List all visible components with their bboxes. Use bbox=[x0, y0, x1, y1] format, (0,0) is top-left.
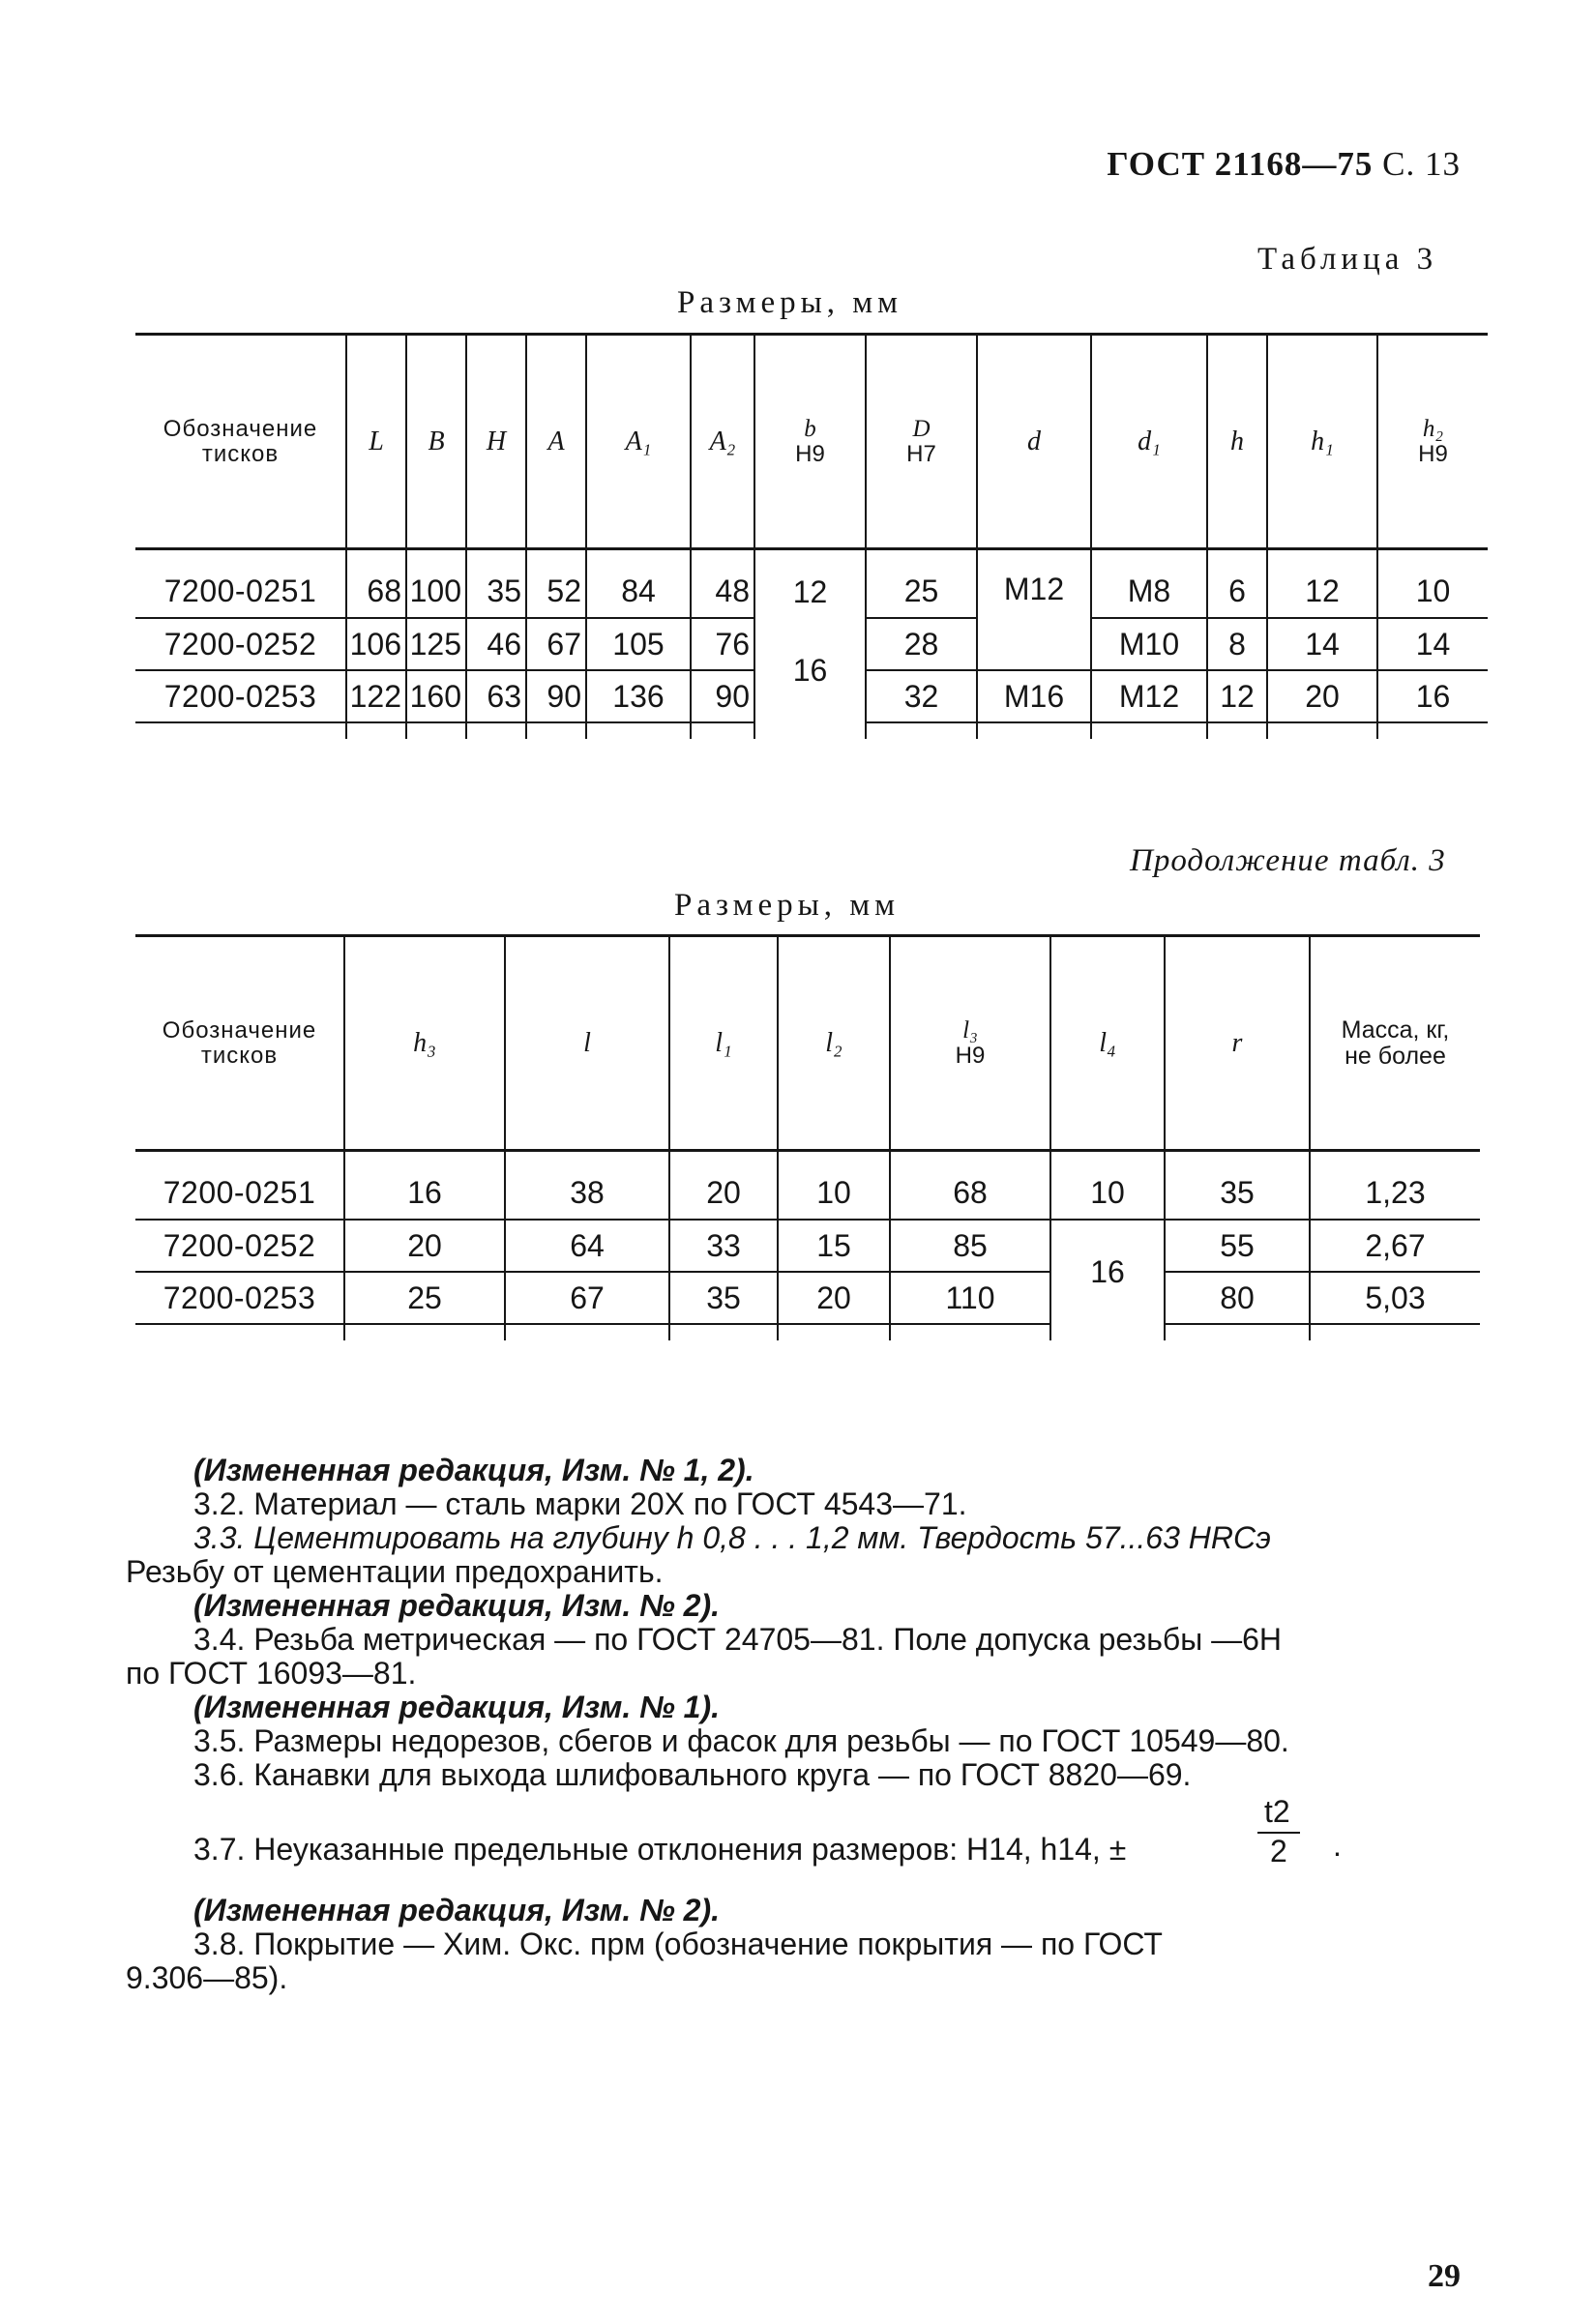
cell-L: 106 bbox=[346, 618, 406, 670]
cell-r: 80 bbox=[1165, 1272, 1310, 1324]
table-row bbox=[135, 566, 1488, 618]
cell-A: 67 bbox=[526, 618, 586, 670]
cell-h2: 14 bbox=[1377, 618, 1488, 670]
cell-l4: 16 bbox=[1050, 1220, 1165, 1324]
clause-3-4: 3.4. Резьба метрическая — по ГОСТ 24705—81. Поле допуска резьбы —6Н bbox=[193, 1622, 1282, 1657]
cell-B: 125 bbox=[406, 618, 466, 670]
cell-r: 55 bbox=[1165, 1220, 1310, 1272]
table-row bbox=[135, 618, 1488, 670]
column-header-h: h bbox=[1207, 335, 1267, 549]
column-header-designation: Обозначение тисков bbox=[135, 335, 346, 549]
cell-L: 68 bbox=[346, 566, 406, 618]
clause-3-2: 3.2. Материал — сталь марки 20Х по ГОСТ 4543—71. bbox=[193, 1486, 967, 1521]
column-header-l2: l₂ bbox=[778, 936, 890, 1151]
cell-A: 90 bbox=[526, 670, 586, 722]
cell-mass: 2,67 bbox=[1310, 1220, 1480, 1272]
cell-d1: M10 bbox=[1091, 618, 1207, 670]
column-header-L: L bbox=[346, 335, 406, 549]
standard-number: ГОСТ 21168—75 bbox=[1107, 145, 1374, 183]
amendment-note: (Измененная редакция, Изм. № 1, 2). bbox=[193, 1453, 754, 1487]
cell-designation: 7200-0252 bbox=[135, 618, 346, 670]
cell-b: 16 bbox=[754, 618, 866, 722]
amendment-note: (Измененная редакция, Изм. № 2). bbox=[193, 1588, 721, 1623]
amendment-note: (Измененная редакция, Изм. № 2). bbox=[193, 1893, 721, 1927]
page-reference: С. 13 bbox=[1382, 145, 1461, 183]
clause-3-4-continued: по ГОСТ 16093—81. bbox=[126, 1656, 417, 1691]
cell-h1: 20 bbox=[1267, 670, 1377, 722]
cell-d: M12 bbox=[977, 566, 1091, 670]
cell-h: 12 bbox=[1207, 670, 1267, 722]
cell-A2: 76 bbox=[691, 618, 754, 670]
cell-h3: 20 bbox=[344, 1220, 505, 1272]
cell-D: 32 bbox=[866, 670, 977, 722]
table-row bbox=[135, 1272, 1480, 1324]
cell-B: 100 bbox=[406, 566, 466, 618]
table-spacer-row bbox=[135, 549, 1488, 567]
table-dimensions-note: Размеры, мм bbox=[674, 888, 901, 923]
cell-H: 63 bbox=[466, 670, 526, 722]
cell-d1: M8 bbox=[1091, 566, 1207, 618]
cell-D: 25 bbox=[866, 566, 977, 618]
column-header-h3: h₃ bbox=[344, 936, 505, 1151]
table-spacer-row bbox=[135, 1324, 1480, 1340]
dimensions-table bbox=[135, 333, 1488, 739]
fraction-numerator: t2 bbox=[1264, 1794, 1290, 1829]
cell-A: 52 bbox=[526, 566, 586, 618]
table-row bbox=[135, 1167, 1480, 1220]
cell-l3: 85 bbox=[890, 1220, 1050, 1272]
cell-l1: 33 bbox=[669, 1220, 778, 1272]
clause-3-5: 3.5. Размеры недорезов, сбегов и фасок для резьбы — по ГОСТ 10549—80. bbox=[193, 1723, 1289, 1758]
cell-d: M16 bbox=[977, 670, 1091, 722]
clause-3-3-continued: Резьбу от цементации предохранить. bbox=[126, 1554, 664, 1589]
cell-designation: 7200-0253 bbox=[135, 1272, 344, 1324]
amendment-note: (Измененная редакция, Изм. № 1). bbox=[193, 1690, 721, 1724]
table-row bbox=[135, 1220, 1480, 1272]
cell-r: 35 bbox=[1165, 1167, 1310, 1220]
cell-A2: 48 bbox=[691, 566, 754, 618]
dimensions-table-continuation bbox=[135, 934, 1480, 1340]
cell-l: 67 bbox=[505, 1272, 669, 1324]
cell-A1: 136 bbox=[586, 670, 691, 722]
table-continuation-label: Продолжение табл. 3 bbox=[1130, 843, 1446, 878]
column-header-A2: A₂ bbox=[691, 335, 754, 549]
clause-3-7: 3.7. Неуказанные предельные отклонения размеров: Н14, h14, ± bbox=[193, 1832, 1127, 1867]
column-header-r: r bbox=[1165, 936, 1310, 1151]
column-header-H: H bbox=[466, 335, 526, 549]
cell-mass: 1,23 bbox=[1310, 1167, 1480, 1220]
cell-designation: 7200-0253 bbox=[135, 670, 346, 722]
cell-B: 160 bbox=[406, 670, 466, 722]
cell-designation: 7200-0252 bbox=[135, 1220, 344, 1272]
column-header-l: l bbox=[505, 936, 669, 1151]
cell-l: 38 bbox=[505, 1167, 669, 1220]
cell-l: 64 bbox=[505, 1220, 669, 1272]
cell-l3: 68 bbox=[890, 1167, 1050, 1220]
cell-A2: 90 bbox=[691, 670, 754, 722]
cell-A1: 84 bbox=[586, 566, 691, 618]
column-header-d1: d₁ bbox=[1091, 335, 1207, 549]
column-header-D: D H7 bbox=[866, 335, 977, 549]
cell-L: 122 bbox=[346, 670, 406, 722]
cell-d1: M12 bbox=[1091, 670, 1207, 722]
column-header-l3: l₃ H9 bbox=[890, 936, 1050, 1151]
table-spacer-row bbox=[135, 722, 1488, 739]
cell-h1: 14 bbox=[1267, 618, 1377, 670]
column-header-A: A bbox=[526, 335, 586, 549]
fraction-denominator: 2 bbox=[1270, 1834, 1287, 1868]
column-header-A1: A₁ bbox=[586, 335, 691, 549]
cell-h: 8 bbox=[1207, 618, 1267, 670]
cell-H: 35 bbox=[466, 566, 526, 618]
column-header-b: b H9 bbox=[754, 335, 866, 549]
cell-h2: 10 bbox=[1377, 566, 1488, 618]
cell-l1: 20 bbox=[669, 1167, 778, 1220]
clause-3-7-end: . bbox=[1333, 1828, 1342, 1863]
cell-h3: 25 bbox=[344, 1272, 505, 1324]
cell-h: 6 bbox=[1207, 566, 1267, 618]
cell-h3: 16 bbox=[344, 1167, 505, 1220]
cell-designation: 7200-0251 bbox=[135, 566, 346, 618]
column-header-mass: Масса, кг, не более bbox=[1310, 936, 1480, 1151]
cell-l3: 110 bbox=[890, 1272, 1050, 1324]
cell-D: 28 bbox=[866, 618, 977, 670]
cell-l2: 15 bbox=[778, 1220, 890, 1272]
cell-l4: 10 bbox=[1050, 1167, 1165, 1220]
column-header-d: d bbox=[977, 335, 1091, 549]
column-header-l1: l₁ bbox=[669, 936, 778, 1151]
clause-3-6: 3.6. Канавки для выхода шлифовального круга — по ГОСТ 8820—69. bbox=[193, 1757, 1192, 1792]
cell-h1: 12 bbox=[1267, 566, 1377, 618]
cell-designation: 7200-0251 bbox=[135, 1167, 344, 1220]
column-header-B: B bbox=[406, 335, 466, 549]
clause-3-8: 3.8. Покрытие — Хим. Окс. прм (обозначение покрытия — по ГОСТ bbox=[193, 1927, 1163, 1961]
clause-3-3: 3.3. Цементировать на глубину h 0,8 . . . 1,2 мм. Твердость 57...63 HRCэ bbox=[193, 1520, 1271, 1555]
table-label: Таблица 3 bbox=[1257, 242, 1438, 277]
page-header bbox=[967, 145, 1461, 184]
cell-A1: 105 bbox=[586, 618, 691, 670]
column-header-designation: Обозначение тисков bbox=[135, 936, 344, 1151]
cell-h2: 16 bbox=[1377, 670, 1488, 722]
cell-l2: 10 bbox=[778, 1167, 890, 1220]
cell-H: 46 bbox=[466, 618, 526, 670]
cell-mass: 5,03 bbox=[1310, 1272, 1480, 1324]
cell-l2: 20 bbox=[778, 1272, 890, 1324]
column-header-l4: l₄ bbox=[1050, 936, 1165, 1151]
table-dimensions-note: Размеры, мм bbox=[677, 285, 903, 320]
cell-l1: 35 bbox=[669, 1272, 778, 1324]
column-header-h2: h₂ H9 bbox=[1377, 335, 1488, 549]
page-number: 29 bbox=[1428, 2258, 1461, 2294]
table-header-row bbox=[135, 335, 1488, 549]
clause-3-8-continued: 9.306—85). bbox=[126, 1960, 288, 1995]
cell-b: 12 bbox=[754, 566, 866, 618]
table-spacer-row bbox=[135, 1151, 1480, 1168]
column-header-h1: h₁ bbox=[1267, 335, 1377, 549]
table-header-row bbox=[135, 936, 1480, 1151]
